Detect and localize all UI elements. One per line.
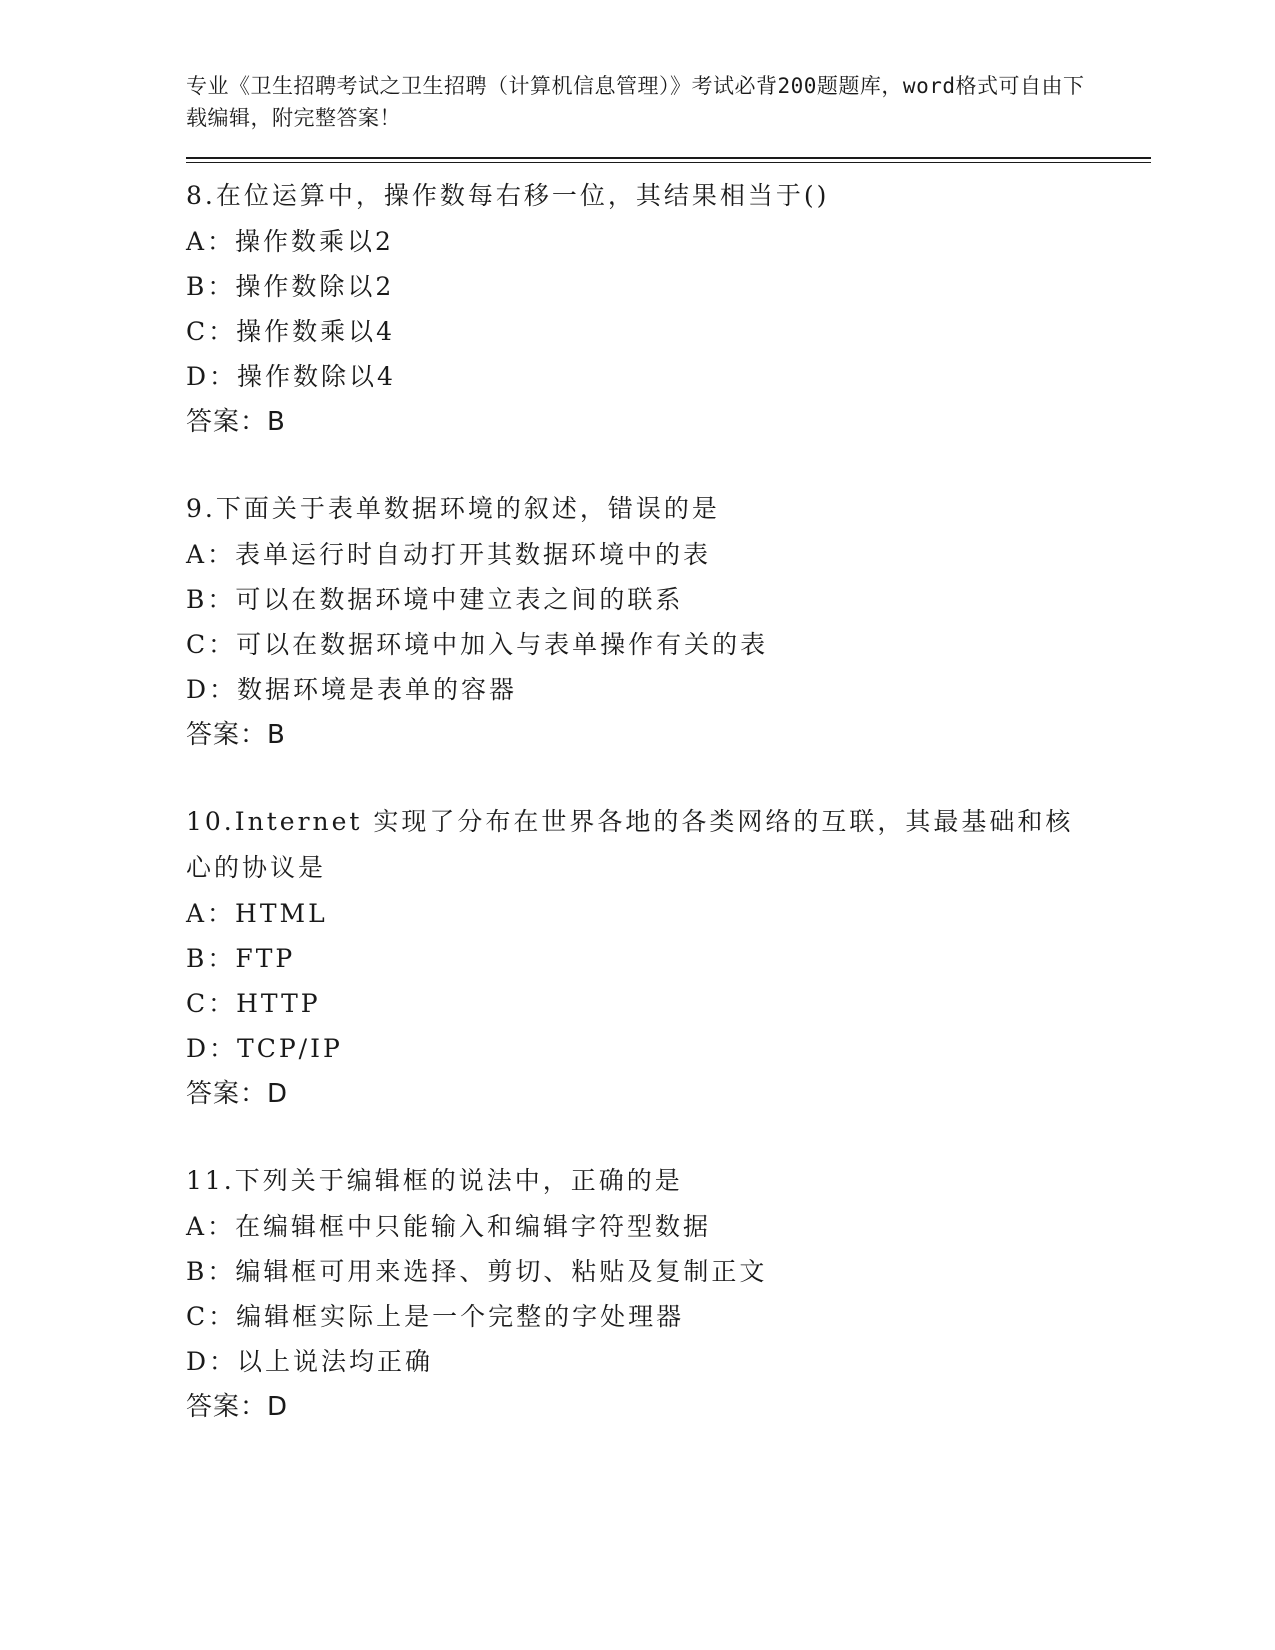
question-8 <box>186 173 1151 445</box>
option-a: A：操作数乘以2 <box>186 227 394 256</box>
option-c: C：编辑框实际上是一个完整的字处理器 <box>186 1302 685 1331</box>
option-d: D：以上说法均正确 <box>186 1347 434 1376</box>
question-stem: 10.Internet 实现了分布在世界各地的各类网络的互联，其最基础和核心的协议是 <box>186 807 1074 882</box>
option-d: D：操作数除以4 <box>186 362 396 391</box>
header-divider <box>186 157 1151 163</box>
document-header: 专业《卫生招聘考试之卫生招聘（计算机信息管理）》考试必背200题题库，word格式可自由下载编辑，附完整答案！ <box>186 74 1085 130</box>
option-c: C：HTTP <box>186 989 321 1018</box>
option-a: A：在编辑框中只能输入和编辑字符型数据 <box>186 1212 712 1241</box>
option-b: B：可以在数据环境中建立表之间的联系 <box>186 585 684 614</box>
question-9 <box>186 486 1151 758</box>
option-c: C：操作数乘以4 <box>186 317 396 346</box>
answer-label: 答案：B <box>186 720 286 750</box>
answer-label: 答案：D <box>186 1392 289 1422</box>
option-b: B：编辑框可用来选择、剪切、粘贴及复制正文 <box>186 1257 768 1286</box>
question-stem: 9.下面关于表单数据环境的叙述，错误的是 <box>186 494 720 523</box>
question-11 <box>186 1158 1151 1430</box>
answer-label: 答案：D <box>186 1079 289 1109</box>
question-stem: 11.下列关于编辑框的说法中，正确的是 <box>186 1166 683 1195</box>
option-d: D：数据环境是表单的容器 <box>186 675 518 704</box>
option-a: A：表单运行时自动打开其数据环境中的表 <box>186 540 712 569</box>
option-b: B：FTP <box>186 944 296 973</box>
option-a: A：HTML <box>186 899 328 928</box>
question-stem: 8.在位运算中，操作数每右移一位，其结果相当于() <box>186 181 830 210</box>
option-b: B：操作数除以2 <box>186 272 395 301</box>
question-list <box>186 173 1151 1430</box>
document-page <box>186 70 1151 1471</box>
option-d: D：TCP/IP <box>186 1034 343 1063</box>
option-c: C：可以在数据环境中加入与表单操作有关的表 <box>186 630 769 659</box>
answer-label: 答案：B <box>186 407 286 437</box>
question-10 <box>186 799 1151 1117</box>
